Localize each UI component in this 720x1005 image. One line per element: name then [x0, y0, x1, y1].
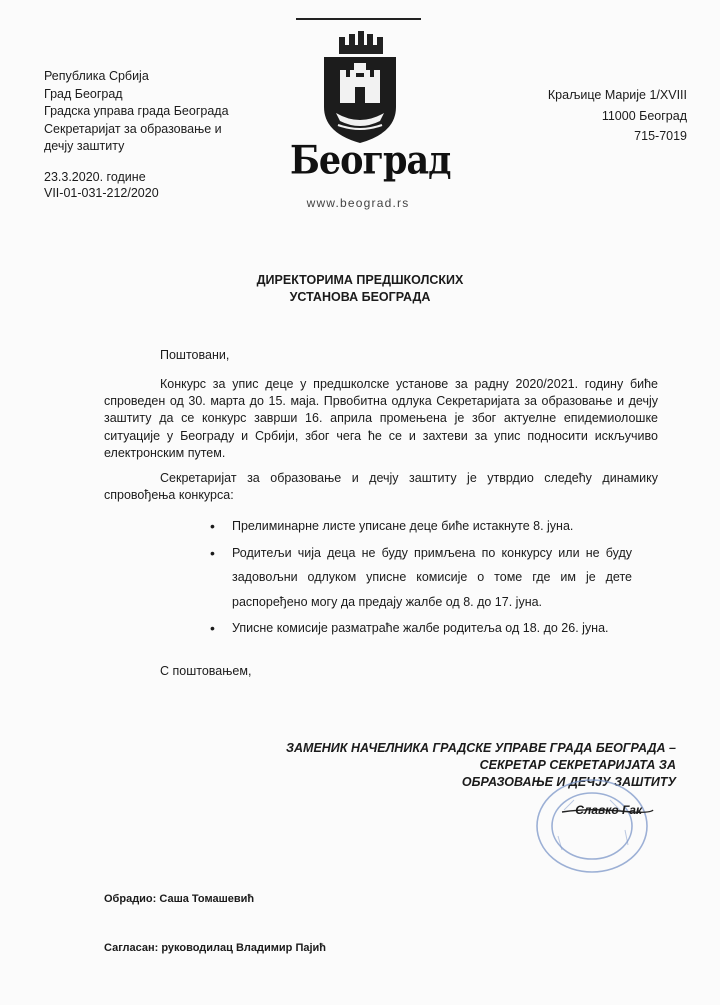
sender-line: дечју заштиту — [44, 139, 125, 154]
sender-line: Република Србија — [44, 69, 149, 83]
recipient-line: ДИРЕКТОРИМА ПРЕДШКОЛСКИХ — [256, 273, 464, 287]
signatory-title-line: ОБРАЗОВАЊЕ И ДЕЧЈУ ЗАШТИТУ — [461, 775, 676, 790]
approved-by: Сагласан: руководилац Владимир Пајић — [104, 942, 327, 954]
greeting: Поштовани, — [160, 348, 230, 362]
signatory-name: Славко Гак — [575, 803, 642, 817]
address-line: 715-7019 — [634, 129, 687, 143]
closing: С поштовањем, — [160, 664, 252, 678]
schedule-list — [210, 514, 632, 643]
logo-url: www.beograd.rs — [306, 196, 410, 210]
signatory-title-line: СЕКРЕТАР СЕКРЕТАРИЈАТА ЗА — [479, 758, 676, 773]
body-paragraph: Конкурс за упис деце у предшколске установе за радну 2020/2021. годину биће спроведен од 30. марта до 15. маја. Првобитна одлука Секретаријата за образовање и дечју заштиту да се конкурс заврши 16. априла промењена је због актуелне епидемиолошке ситуације у Београду и Србији, због чега ће се и захтеви за упис подносити искључиво електронским путем. — [104, 377, 658, 460]
list-item: • Уписне комисије разматраће жалбе родитеља од 18. до 26. јуна. — [210, 616, 632, 641]
reference-number: VII-01-031-212/2020 — [44, 186, 159, 200]
list-item: • Родитељи чија деца не буду примљена по конкурсу или не буду задовољни одлуком уписне комисије о томе где им је дете распоређено могу да предају жалбе од 8. до 17. јуна. — [210, 541, 632, 615]
recipient-heading — [200, 272, 520, 306]
city-coat-of-arms-icon — [294, 15, 426, 215]
official-stamp-icon — [530, 770, 660, 875]
recipient-line: УСТАНОВА БЕОГРАДА — [289, 290, 431, 304]
sender-line: Град Београд — [44, 86, 123, 101]
logo-wordmark: Београд — [290, 137, 451, 184]
address-line: 11000 Београд — [601, 108, 687, 123]
sender-block — [44, 68, 229, 156]
document-date: 23.3.2020. године — [44, 170, 146, 184]
sender-line: Градска управа града Београда — [44, 104, 229, 119]
prepared-by: Обрадио: Саша Томашевић — [104, 893, 255, 905]
body-paragraph: Секретаријат за образовање и дечју заштиту је утврдио следећу динамику спровођења конкурса: — [104, 471, 658, 503]
list-item: • Прелиминарне листе уписане деце биће истакнуте 8. јуна. — [210, 514, 632, 539]
signatory-title-line: ЗАМЕНИК НАЧЕЛНИКА ГРАДСКЕ УПРАВЕ ГРАДА БЕОГРАДА – — [285, 741, 676, 755]
sender-line: Секретаријат за образовање и — [44, 121, 222, 136]
address-block — [548, 85, 687, 147]
address-line: Краљице Марије 1/XVIII — [547, 88, 687, 102]
reference-block — [44, 169, 159, 201]
